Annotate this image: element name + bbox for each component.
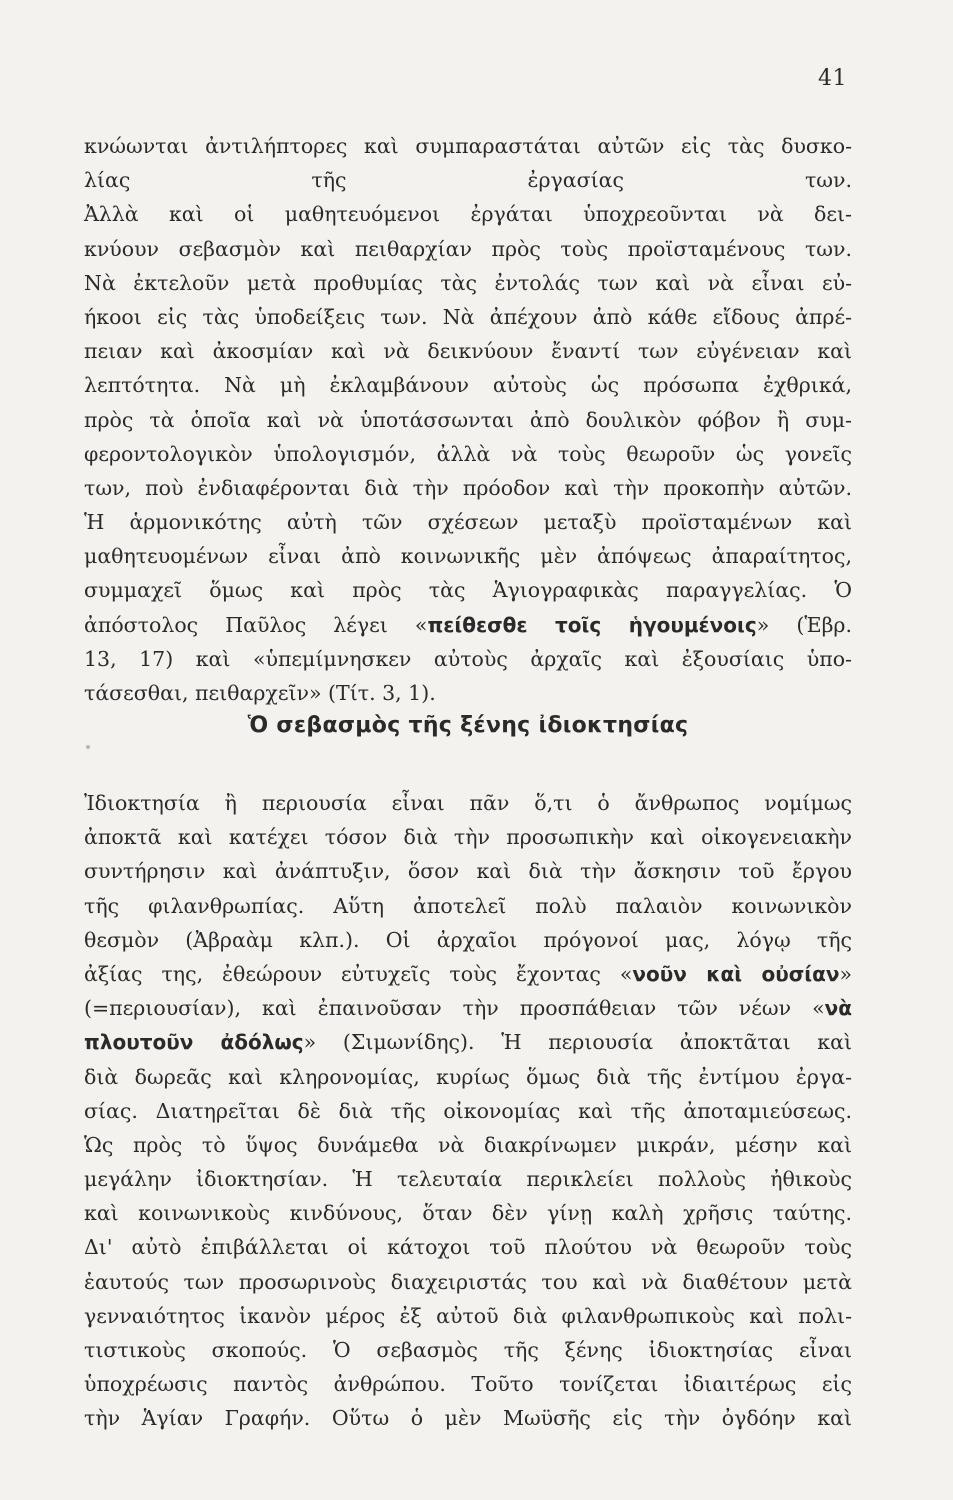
text-line (84, 786, 852, 820)
line-text: σίας. Διατηρεῖται δὲ διὰ τῆς οἰκονομίας καὶ τῆς ἀποταμιεύσεως. (84, 1098, 852, 1123)
line-text: πειαν καὶ ἀκοσμίαν καὶ νὰ δεικνύουν ἔναντί των εὐγένειαν καὶ (84, 339, 852, 364)
text-line (84, 1196, 852, 1230)
text-line (84, 957, 852, 991)
text-line (84, 1128, 852, 1162)
text-line (84, 129, 852, 163)
line-text: φεροντολογικὸν ὑπολογισμόν, ἀλλὰ νὰ τοὺς θεωροῦν ὡς γονεῖς (84, 441, 852, 466)
line-text-after: » (Ἑβρ. (756, 612, 852, 637)
text-line (84, 197, 852, 231)
line-text: Ὡς πρὸς τὸ ὕψος δυνάμεθα νὰ διακρίνωμεν μικράν, μέσην καὶ (84, 1132, 852, 1157)
line-text: ἑαυτούς των προσωρινοὺς διαχειριστάς του καὶ νὰ διαθέτουν μετὰ (84, 1269, 852, 1294)
line-text: ἀποκτᾶ καὶ κατέχει τόσον διὰ τὴν προσωπικὴν καὶ οἰκογενειακὴν (84, 825, 852, 850)
text-line (84, 1333, 852, 1367)
line-text: Νὰ ἐκτελοῦν μετὰ προθυμίας τὰς ἐντολάς των καὶ νὰ εἶναι εὐ- (84, 270, 852, 295)
line-text: θεσμὸν (Ἀβραὰμ κλπ.). Οἱ ἀρχαῖοι πρόγονοί μας, λόγῳ τῆς (84, 927, 852, 952)
text-line (84, 539, 852, 573)
line-text: κνύουν σεβασμὸν καὶ πειθαρχίαν πρὸς τοὺς προϊσταμένους των. (84, 236, 852, 261)
text-line (84, 1299, 852, 1333)
text-line (84, 232, 852, 266)
text-line (84, 266, 852, 300)
page-number: 41 (818, 66, 847, 91)
emphasized-quote: νοῦν καὶ οὐσίαν (632, 961, 840, 986)
line-text: τιστικοὺς σκοπούς. Ὁ σεβασμὸς τῆς ξένης ἰδιοκτησίας εἶναι (84, 1338, 852, 1362)
text-line (84, 471, 852, 505)
text-line (84, 1230, 852, 1264)
line-text: μαθητευομένων εἶναι ἀπὸ κοινωνικῆς μὲν ἀπόψεως ἀπαραίτητος, (84, 544, 852, 569)
line-text: ἀπόστολος Παῦλος λέγει « (84, 612, 428, 637)
line-text: 13, 17) καὶ «ὑπεμίμνησκεν αὐτοὺς ἀρχαῖς καὶ ἐξουσίαις ὑπο- (84, 646, 852, 671)
text-line (84, 889, 852, 923)
section-heading: Ὁ σεβασμὸς τῆς ξένης ἰδιοκτησίας (247, 713, 689, 738)
line-text: ὑποχρέωσις παντὸς ἀνθρώπου. Τοῦτο τονίζεται ἰδιαιτέρως εἰς (84, 1372, 852, 1397)
text-line (84, 163, 852, 197)
paper-speck (86, 745, 90, 749)
line-text: Ἰδιοκτησία ἢ περιουσία εἶναι πᾶν ὅ,τι ὁ ἄνθρωπος νομίμως (84, 791, 852, 815)
line-text: μεγάλην ἰδιοκτησίαν. Ἡ τελευταία περικλείει πολλοὺς ἠθικοὺς (84, 1167, 852, 1192)
text-line (84, 437, 852, 471)
text-line (84, 676, 852, 710)
line-text: διὰ δωρεᾶς καὶ κληρονομίας, κυρίως ὅμως διὰ τῆς ἐντίμου ἐργα- (84, 1064, 852, 1089)
text-line (84, 1094, 852, 1128)
text-line (84, 573, 852, 607)
text-line (84, 300, 852, 334)
text-line (84, 1060, 852, 1094)
line-text: των, ποὺ ἐνδιαφέρονται διὰ τὴν πρόοδον καὶ τὴν προκοπὴν αὐτῶν. (84, 475, 852, 500)
line-text: γενναιότητος ἱκανὸν μέρος ἐξ αὐτοῦ διὰ φιλανθρωπικοὺς καὶ πολι- (84, 1303, 852, 1328)
text-line (84, 1025, 852, 1059)
line-text: Δι' αὐτὸ ἐπιβάλλεται οἱ κάτοχοι τοῦ πλούτου νὰ θεωροῦν τοὺς (84, 1235, 852, 1260)
text-line (84, 1367, 852, 1401)
line-text-after: » (Σιμωνίδης). Ἡ περιουσία ἀποκτᾶται καὶ (303, 1030, 853, 1055)
paragraph-block-apprentices (84, 129, 852, 710)
text-line (84, 820, 852, 854)
text-line (84, 1401, 852, 1435)
emphasized-quote: νὰ (824, 996, 852, 1021)
line-text: καὶ κοινωνικοὺς κινδύνους, ὅταν δὲν γίνῃ καλὴ χρῆσις ταύτης. (84, 1201, 852, 1226)
line-text: (=περιουσίαν), καὶ ἐπαινοῦσαν τὴν προσπάθειαν τῶν νέων « (84, 996, 825, 1021)
line-text: τάσεσθαι, πειθαρχεῖν» (Τίτ. 3, 1). (84, 681, 436, 705)
line-text: ἀξίας της, ἐθεώρουν εὐτυχεῖς τοὺς ἔχοντας « (84, 961, 633, 986)
text-line (84, 923, 852, 957)
line-text: λίας τῆς ἐργασίας των. (84, 168, 852, 193)
text-line (84, 608, 852, 642)
text-line (84, 991, 852, 1025)
line-text: τὴν Ἁγίαν Γραφήν. Οὕτω ὁ μὲν Μωϋσῆς εἰς τὴν ὀγδόην καὶ (84, 1406, 852, 1431)
emphasized-quote: πείθεσθε τοῖς ἡγουμένοις (427, 612, 757, 637)
text-line (84, 1265, 852, 1299)
text-line (84, 368, 852, 402)
line-text-after: » (839, 961, 852, 986)
emphasized-quote: πλουτοῦν ἀδόλως (84, 1030, 304, 1055)
paragraph-block-property (84, 786, 852, 1436)
text-line (84, 1162, 852, 1196)
text-line (84, 854, 852, 888)
text-line (84, 505, 852, 539)
line-text: Ἀλλὰ καὶ οἱ μαθητευόμενοι ἐργάται ὑποχρεοῦνται νὰ δει- (84, 202, 852, 227)
text-line (84, 334, 852, 368)
line-text: πρὸς τὰ ὁποῖα καὶ νὰ ὑποτάσσωνται ἀπὸ δουλικὸν φόβον ἢ συμ- (84, 407, 852, 432)
line-text: κνώωνται ἀντιλήπτορες καὶ συμπαραστάται αὐτῶν εἰς τὰς δυσκο- (84, 134, 852, 158)
text-line (84, 403, 852, 437)
line-text: ήκοοι εἰς τὰς ὑποδείξεις των. Νὰ ἀπέχουν ἀπὸ κάθε εἴδους ἀπρέ- (84, 304, 852, 329)
line-text: συμμαχεῖ ὅμως καὶ πρὸς τὰς Ἁγιογραφικὰς παραγγελίας. Ὁ (84, 578, 852, 603)
line-text: συντήρησιν καὶ ἀνάπτυξιν, ὅσον καὶ διὰ τὴν ἄσκησιν τοῦ ἔργου (84, 859, 852, 884)
line-text: Ἡ ἁρμονικότης αὐτὴ τῶν σχέσεων μεταξὺ προϊσταμένων καὶ (84, 510, 852, 535)
line-text: λεπτότητα. Νὰ μὴ ἐκλαμβάνουν αὐτοὺς ὡς πρόσωπα ἐχθρικά, (84, 373, 852, 398)
line-text: τῆς φιλανθρωπίας. Αὕτη ἀποτελεῖ πολὺ παλαιὸν κοινωνικὸν (84, 893, 852, 918)
text-line (84, 642, 852, 676)
